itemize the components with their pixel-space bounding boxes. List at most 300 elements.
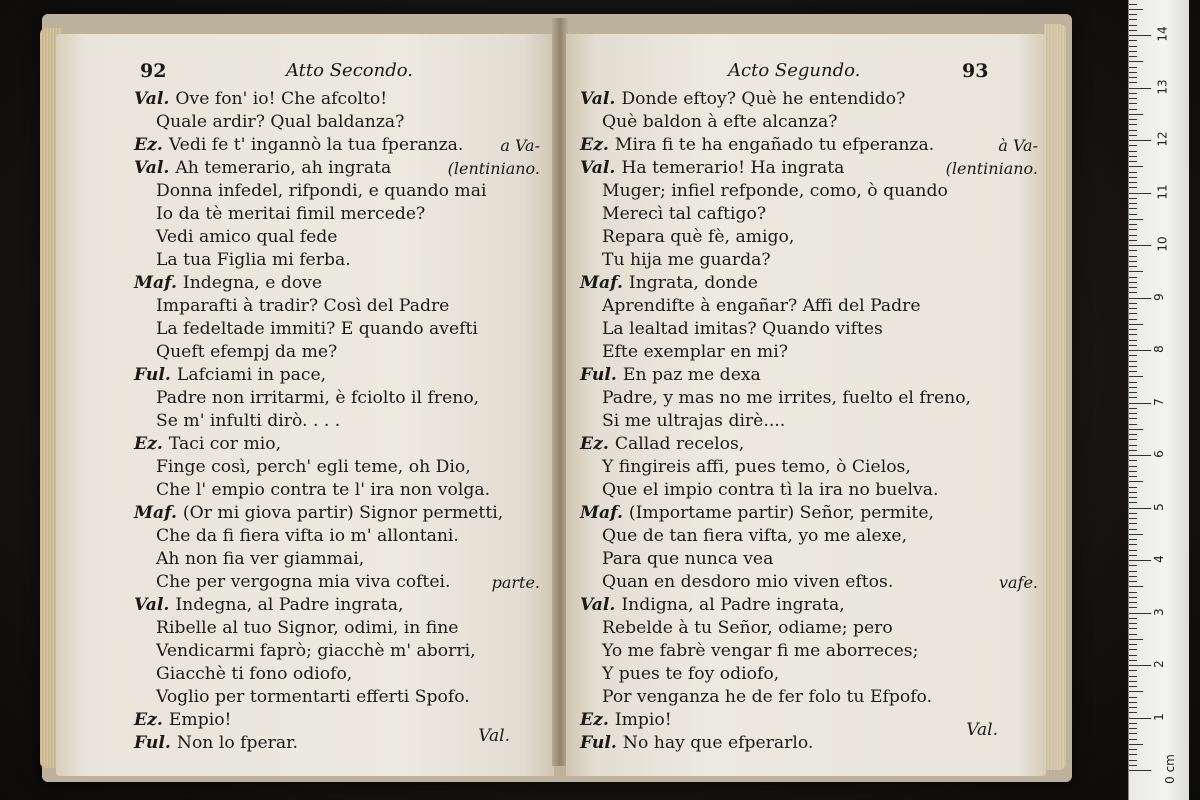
right-page-header <box>566 60 1046 88</box>
ruler-tick <box>1129 460 1137 461</box>
ruler-tick <box>1129 502 1137 503</box>
speaker-label: Maf. <box>134 273 183 293</box>
ruler-tick <box>1129 697 1137 698</box>
verse-text: En paz me dexa <box>622 365 761 385</box>
text-line <box>580 686 1046 709</box>
speaker-label: Ez. <box>134 434 169 454</box>
verse-text: Finge così, perch' egli teme, oh Dio, <box>156 457 471 477</box>
text-line <box>134 410 554 433</box>
ruler-label: 7 <box>1151 397 1166 406</box>
ruler-tick <box>1129 628 1137 629</box>
verse-text: Donde eftoy? Què he entendido? <box>621 89 906 109</box>
ruler-label: 8 <box>1151 345 1166 353</box>
ruler-tick <box>1129 376 1143 377</box>
ruler-tick <box>1129 723 1137 724</box>
ruler-tick <box>1129 324 1143 325</box>
ruler-tick <box>1129 266 1137 267</box>
ruler-tick <box>1129 529 1137 530</box>
text-line <box>580 571 1046 594</box>
ruler-tick <box>1129 639 1143 640</box>
ruler-tick <box>1129 256 1137 257</box>
ruler-tick <box>1129 550 1137 551</box>
verse-text: Vedi fe t' ingannò la tua fperanza. <box>168 135 464 155</box>
ruler-tick <box>1129 88 1151 89</box>
ruler-tick <box>1129 513 1137 514</box>
ruler-tick <box>1129 413 1137 414</box>
left-catchword: Val. <box>478 726 510 746</box>
ruler-tick <box>1129 418 1137 419</box>
right-text-block <box>580 88 1046 755</box>
ruler-tick <box>1129 623 1137 624</box>
verse-text: Ribelle al tuo Signor, odimi, in fine <box>156 618 459 638</box>
verse-text: Ove fon' io! Che afcolto! <box>175 89 388 109</box>
ruler-tick <box>1129 30 1137 31</box>
text-line <box>134 456 554 479</box>
verse-text: Para que nunca vea <box>602 549 774 569</box>
ruler-tick <box>1129 686 1137 687</box>
ruler-tick <box>1129 607 1137 608</box>
ruler-tick <box>1129 455 1151 456</box>
ruler-label: 1 <box>1151 712 1166 721</box>
ruler-tick <box>1129 670 1137 671</box>
ruler-tick <box>1129 770 1151 771</box>
ruler-tick <box>1129 292 1137 293</box>
text-line <box>580 249 1046 272</box>
stage-direction: parte. <box>491 573 540 592</box>
ruler-tick <box>1129 67 1137 68</box>
text-line <box>134 594 554 617</box>
stage-direction: vafe. <box>998 573 1038 592</box>
text-line <box>580 88 1046 111</box>
verse-text: Muger; infiel refponde, como, ò quando <box>602 181 948 201</box>
ruler-tick <box>1129 387 1137 388</box>
ruler-tick <box>1129 46 1137 47</box>
ruler-tick <box>1129 707 1137 708</box>
ruler-tick <box>1129 250 1137 251</box>
verse-text: Vendicarmi faprò; giacchè m' aborri, <box>156 641 476 661</box>
ruler-tick <box>1129 660 1137 661</box>
ruler-tick <box>1129 744 1143 745</box>
verse-text: Què baldon à efte alcanza? <box>602 112 838 132</box>
text-line <box>134 88 554 111</box>
ruler-tick <box>1129 329 1137 330</box>
verse-text: Empio! <box>168 710 232 730</box>
speaker-label: Val. <box>580 595 622 615</box>
right-page-number: 93 <box>962 60 989 82</box>
ruler-tick <box>1129 523 1137 524</box>
ruler-tick <box>1129 124 1137 125</box>
ruler-tick <box>1129 245 1151 246</box>
verse-text: Non lo fperar. <box>176 733 298 753</box>
left-running-head: Atto Secondo. <box>286 60 413 81</box>
speaker-label: Maf. <box>134 503 183 523</box>
speaker-label: Ez. <box>580 434 615 454</box>
ruler-tick <box>1129 649 1137 650</box>
ruler-tick <box>1129 198 1137 199</box>
text-line <box>580 387 1046 410</box>
text-line <box>580 456 1046 479</box>
text-line <box>134 272 554 295</box>
ruler-tick <box>1129 429 1143 430</box>
ruler-label: 3 <box>1151 607 1166 616</box>
text-line <box>580 295 1046 318</box>
ruler-tick <box>1129 193 1151 194</box>
text-line <box>134 433 554 456</box>
ruler-tick <box>1129 334 1137 335</box>
verse-text: Que de tan fiera vifta, yo me alexe, <box>602 526 908 546</box>
verse-text: Che da fi fiera vifta io m' allontani. <box>156 526 459 546</box>
ruler-tick <box>1129 371 1137 372</box>
ruler-tick <box>1129 466 1137 467</box>
ruler-tick <box>1129 261 1137 262</box>
ruler-tick <box>1129 93 1137 94</box>
ruler-tick <box>1129 592 1137 593</box>
verse-text: Ah temerario, ah ingrata <box>175 158 392 178</box>
ruler-tick <box>1129 319 1137 320</box>
ruler-tick <box>1129 754 1137 755</box>
verse-text: Ingrata, donde <box>628 273 758 293</box>
ruler-tick <box>1129 487 1137 488</box>
ruler-tick <box>1129 439 1137 440</box>
ruler-label: 4 <box>1151 555 1166 563</box>
ruler-tick <box>1129 219 1143 220</box>
ruler-tick <box>1129 72 1137 73</box>
ruler-tick <box>1129 397 1137 398</box>
verse-text: (Importame partir) Señor, permite, <box>628 503 934 523</box>
ruler-tick <box>1129 518 1137 519</box>
ruler-tick <box>1129 156 1137 157</box>
ruler-tick <box>1129 539 1137 540</box>
speaker-label: Val. <box>134 595 176 615</box>
text-line <box>580 134 1046 157</box>
speaker-label: Ful. <box>134 733 177 753</box>
stage-direction: (lentiniano. <box>447 159 540 178</box>
ruler-tick <box>1129 14 1137 15</box>
speaker-label: Val. <box>580 158 622 178</box>
ruler-tick <box>1129 597 1137 598</box>
ruler-tick <box>1129 9 1143 10</box>
text-line <box>134 341 554 364</box>
ruler-tick <box>1129 40 1137 41</box>
verse-text: Padre, y mas no me irrites, fuelto el freno, <box>602 388 972 408</box>
text-line <box>134 249 554 272</box>
text-line <box>134 548 554 571</box>
ruler-tick <box>1129 508 1151 509</box>
ruler-tick <box>1129 450 1137 451</box>
left-page-number: 92 <box>140 60 167 82</box>
ruler-tick <box>1129 287 1137 288</box>
ruler-tick <box>1129 655 1137 656</box>
ruler-tick <box>1129 665 1151 666</box>
text-line <box>580 594 1046 617</box>
verse-text: Repara què fè, amigo, <box>602 227 795 247</box>
text-line <box>134 203 554 226</box>
ruler-tick <box>1129 4 1137 5</box>
ruler-tick <box>1129 214 1137 215</box>
verse-text: Que el impio contra tì la ira no buelva. <box>602 480 939 500</box>
ruler-tick <box>1129 676 1137 677</box>
speaker-label: Ful. <box>134 365 177 385</box>
ruler-tick <box>1129 644 1137 645</box>
verse-text: Vedi amico qual fede <box>156 227 338 247</box>
stage-direction: (lentiniano. <box>945 159 1038 178</box>
ruler-tick <box>1129 576 1137 577</box>
ruler-tick <box>1129 691 1143 692</box>
verse-text: Y fingireis affi, pues temo, ò Cielos, <box>602 457 911 477</box>
ruler-tick <box>1129 61 1143 62</box>
ruler-tick <box>1129 240 1137 241</box>
verse-text: Che l' empio contra te l' ira non volga. <box>156 480 491 500</box>
verse-text: Mira fi te ha engañado tu efperanza. <box>614 135 935 155</box>
speaker-label: Maf. <box>580 273 629 293</box>
left-text-block <box>134 88 554 755</box>
ruler-label: 13 <box>1155 78 1170 95</box>
text-line <box>580 410 1046 433</box>
text-line <box>580 157 1046 180</box>
text-line <box>580 548 1046 571</box>
verse-text: Giacchè ti fono odiofo, <box>156 664 353 684</box>
verse-text: La tua Figlia mi ferba. <box>156 250 351 270</box>
ruler-tick <box>1129 35 1151 36</box>
text-line <box>580 617 1046 640</box>
ruler-tick <box>1129 544 1137 545</box>
text-line <box>134 525 554 548</box>
ruler-tick <box>1129 98 1137 99</box>
ruler-tick <box>1129 130 1137 131</box>
verse-text: Aprendifte à engañar? Affi del Padre <box>602 296 921 316</box>
speaker-label: Ez. <box>580 135 615 155</box>
text-line <box>134 364 554 387</box>
ruler-tick <box>1129 403 1151 404</box>
verse-text: Rebelde à tu Señor, odiame; pero <box>602 618 893 638</box>
ruler-tick <box>1129 681 1137 682</box>
ruler-tick <box>1129 565 1137 566</box>
ruler-tick <box>1129 313 1137 314</box>
ruler-tick <box>1129 749 1137 750</box>
ruler-tick <box>1129 618 1137 619</box>
text-line <box>580 663 1046 686</box>
ruler-label: 10 <box>1155 236 1170 252</box>
ruler-tick <box>1129 235 1137 236</box>
ruler-tick <box>1129 481 1143 482</box>
speaker-label: Ful. <box>580 365 623 385</box>
ruler-tick <box>1129 712 1137 713</box>
left-page <box>56 34 554 776</box>
ruler-tick <box>1129 471 1137 472</box>
ruler-tick <box>1129 571 1137 572</box>
ruler-tick <box>1129 25 1137 26</box>
ruler-tick <box>1129 182 1137 183</box>
ruler-label: 2 <box>1151 660 1166 668</box>
ruler-tick <box>1129 308 1137 309</box>
speaker-label: Maf. <box>580 503 629 523</box>
ruler-tick <box>1129 534 1143 535</box>
verse-text: Si me ultrajas dirè.... <box>602 411 786 431</box>
ruler-tick <box>1129 51 1137 52</box>
ruler-tick <box>1129 581 1137 582</box>
text-line <box>134 640 554 663</box>
ruler-tick <box>1129 718 1151 719</box>
ruler-tick <box>1129 350 1151 351</box>
verse-text: Se m' infulti dirò. . . . <box>156 411 341 431</box>
ruler-tick <box>1129 56 1137 57</box>
ruler-tick <box>1129 203 1137 204</box>
ruler-tick <box>1129 19 1137 20</box>
ruler-tick <box>1129 187 1137 188</box>
ruler-tick <box>1129 476 1137 477</box>
ruler-tick <box>1129 733 1137 734</box>
left-page-header <box>56 60 554 88</box>
verse-text: Ha temerario! Ha ingrata <box>621 158 845 178</box>
text-line <box>134 111 554 134</box>
speaker-label: Ful. <box>580 733 623 753</box>
ruler-tick <box>1129 586 1143 587</box>
ruler-tick <box>1129 114 1143 115</box>
verse-text: Che per vergogna mia viva coftei. <box>156 572 451 592</box>
text-line <box>134 686 554 709</box>
ruler-tick <box>1129 634 1137 635</box>
text-line <box>134 295 554 318</box>
verse-text: Callad recelos, <box>614 434 745 454</box>
verse-text: Tu hija me guarda? <box>602 250 771 270</box>
ruler-tick <box>1129 408 1137 409</box>
verse-text: No hay que efperarlo. <box>622 733 814 753</box>
ruler-tick <box>1129 208 1137 209</box>
ruler-label: 5 <box>1151 502 1166 511</box>
text-line <box>580 180 1046 203</box>
text-line <box>580 525 1046 548</box>
ruler-tick <box>1129 303 1137 304</box>
verse-text: Por venganza he de fer folo tu Efpofo. <box>602 687 933 707</box>
text-line <box>580 318 1046 341</box>
ruler-tick <box>1129 424 1137 425</box>
ruler-tick <box>1129 340 1137 341</box>
ruler-tick <box>1129 702 1137 703</box>
text-line <box>580 502 1046 525</box>
verse-text: Donna infedel, rifpondi, e quando mai <box>156 181 487 201</box>
ruler-tick <box>1129 77 1137 78</box>
ruler-tick <box>1129 140 1151 141</box>
verse-text: Yo me fabrè vengar fi me aborreces; <box>602 641 919 661</box>
text-line <box>134 226 554 249</box>
verse-text: Queft efempj da me? <box>156 342 338 362</box>
ruler-label: 6 <box>1151 450 1166 458</box>
text-line <box>580 479 1046 502</box>
speaker-label: Ez. <box>580 710 615 730</box>
verse-text: Impio! <box>614 710 672 730</box>
verse-text: (Or mi giova partir) Signor permetti, <box>182 503 504 523</box>
text-line <box>580 272 1046 295</box>
ruler-tick <box>1129 161 1137 162</box>
speaker-label: Val. <box>134 89 176 109</box>
right-catchword: Val. <box>966 720 998 740</box>
ruler-tick <box>1129 765 1137 766</box>
text-line <box>134 387 554 410</box>
ruler-tick <box>1129 224 1137 225</box>
right-page <box>566 34 1046 776</box>
ruler-tick <box>1129 298 1151 299</box>
ruler-tick <box>1129 361 1137 362</box>
ruler-tick <box>1129 434 1137 435</box>
stage-direction: à Va- <box>998 136 1038 155</box>
ruler-tick <box>1129 760 1137 761</box>
ruler-tick <box>1129 602 1137 603</box>
text-line <box>580 364 1046 387</box>
ruler-tick <box>1129 277 1137 278</box>
ruler-tick <box>1129 177 1137 178</box>
verse-text: Efte exemplar en mi? <box>602 342 788 362</box>
stage-direction: a Va- <box>500 136 540 155</box>
text-line <box>580 640 1046 663</box>
text-line <box>134 502 554 525</box>
text-line <box>580 203 1046 226</box>
text-line <box>134 157 554 180</box>
ruler-tick <box>1129 345 1137 346</box>
ruler-tick <box>1129 555 1137 556</box>
ruler-tick <box>1129 229 1137 230</box>
text-line <box>134 134 554 157</box>
ruler-label: 12 <box>1155 131 1170 147</box>
text-line <box>580 226 1046 249</box>
verse-text: La lealtad imitas? Quando viftes <box>602 319 883 339</box>
ruler-tick <box>1129 445 1137 446</box>
text-line <box>134 617 554 640</box>
ruler-tick <box>1129 613 1151 614</box>
ruler-tick <box>1129 728 1137 729</box>
verse-text: Quan en desdoro mio viven eftos. <box>602 572 894 592</box>
ruler-label: 14 <box>1155 26 1170 42</box>
ruler-tick <box>1129 172 1137 173</box>
text-line <box>134 318 554 341</box>
ruler-label: 11 <box>1155 183 1170 200</box>
ruler-tick <box>1129 82 1137 83</box>
ruler-tick <box>1129 355 1137 356</box>
ruler-label: 9 <box>1151 292 1166 301</box>
verse-text: Padre non irritarmi, è fciolto il freno, <box>156 388 480 408</box>
text-line <box>580 341 1046 364</box>
verse-text: Indegna, al Padre ingrata, <box>175 595 404 615</box>
ruler-tick <box>1129 271 1143 272</box>
ruler-tick <box>1129 739 1137 740</box>
verse-text: La fedeltade immiti? E quando avefti <box>156 319 478 339</box>
ruler-tick <box>1129 145 1137 146</box>
text-line <box>580 433 1046 456</box>
verse-text: Quale ardir? Qual baldanza? <box>156 112 405 132</box>
ruler-tick <box>1129 103 1137 104</box>
ruler-tick <box>1129 166 1143 167</box>
ruler-tick <box>1129 282 1137 283</box>
speaker-label: Val. <box>134 158 176 178</box>
verse-text: Indegna, e dove <box>182 273 323 293</box>
verse-text: Merecì tal caftigo? <box>602 204 767 224</box>
verse-text: Ah non fia ver giammai, <box>156 549 365 569</box>
verse-text: Y pues te foy odiofo, <box>602 664 780 684</box>
ruler-tick <box>1129 382 1137 383</box>
ruler-label: 0 cm <box>1162 754 1177 784</box>
verse-text: Io da tè meritai fimil mercede? <box>156 204 426 224</box>
verse-text: Lafciami in pace, <box>176 365 327 385</box>
measuring-ruler <box>1128 0 1189 800</box>
text-line <box>134 663 554 686</box>
text-line <box>134 479 554 502</box>
verse-text: Voglio per tormentarti efferti Spofo. <box>156 687 470 707</box>
ruler-tick <box>1129 392 1137 393</box>
verse-text: Imparafti à tradir? Così del Padre <box>156 296 450 316</box>
speaker-label: Ez. <box>134 710 169 730</box>
text-line <box>580 111 1046 134</box>
ruler-tick <box>1129 151 1137 152</box>
speaker-label: Ez. <box>134 135 169 155</box>
